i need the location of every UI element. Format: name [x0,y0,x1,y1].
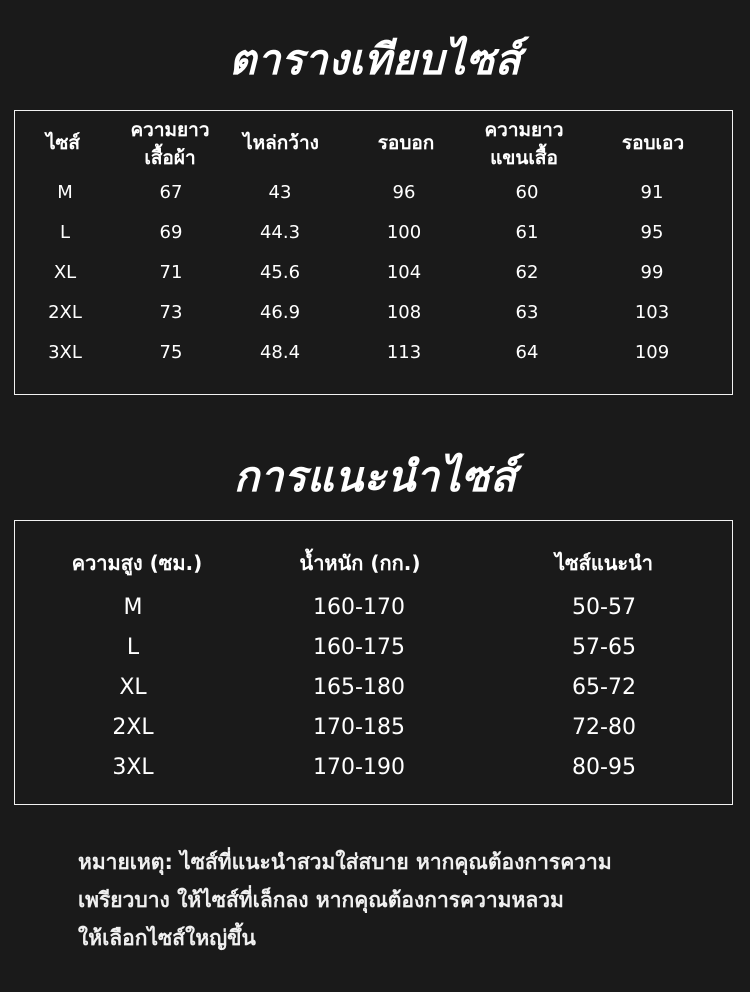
cell-sleeve-length: 61 [515,222,539,243]
cell-shoulder-width: 44.3 [259,222,301,243]
cell-sleeve-length: 63 [515,302,539,323]
note-line: หมายเหตุ: ไซส์ที่แนะนำสวมใส่สบาย หากคุณต้องการความ [78,850,612,874]
cell-size: 3XL [112,755,154,780]
cell-size: M [123,595,143,620]
cell-sleeve-length: 64 [515,342,539,363]
cell-chest: 108 [386,302,422,323]
cell-shoulder-width: 45.6 [259,262,301,283]
cell-garment-length: 73 [159,302,183,323]
cell-chest: 100 [386,222,422,243]
cell-garment-length: 75 [159,342,183,363]
cell-size: XL [119,675,147,700]
header-sleeve-length: ความยาว แขนเสื้อ [484,119,564,169]
note-line: เพรียวบาง ให้ไซส์ที่เล็กลง หากคุณต้องการความหลวม [78,888,564,912]
note-line: ให้เลือกไซส์ใหญ่ขึ้น [78,926,256,950]
recommendation-title: การแนะนำไซส์ [233,452,517,501]
cell-height-range: 160-175 [313,635,405,660]
cell-waist: 109 [634,342,670,363]
cell-weight-range: 80-95 [572,755,636,780]
cell-size: 3XL [48,342,82,363]
cell-chest: 104 [386,262,422,283]
note-text [78,843,718,957]
recommendation-table [14,520,733,805]
cell-shoulder-width: 48.4 [259,342,301,363]
header-waist: รอบเอว [621,132,685,154]
cell-size: L [126,635,140,660]
cell-garment-length: 71 [159,262,183,283]
size-chart-table [14,110,733,395]
cell-shoulder-width: 46.9 [259,302,301,323]
cell-height-range: 170-185 [313,715,405,740]
cell-weight-range: 50-57 [572,595,636,620]
cell-sleeve-length: 62 [515,262,539,283]
cell-size: XL [53,262,77,283]
cell-height-range: 170-190 [313,755,405,780]
header-weight: น้ำหนัก (กก.) [299,551,421,575]
cell-garment-length: 69 [159,222,183,243]
cell-waist: 95 [640,222,664,243]
header-shoulder-width: ไหล่กว้าง [243,132,319,154]
cell-shoulder-width: 43 [268,182,292,203]
cell-size: M [57,182,73,203]
cell-height-range: 160-170 [313,595,405,620]
cell-size: 2XL [112,715,154,740]
cell-size: L [59,222,71,243]
cell-weight-range: 57-65 [572,635,636,660]
cell-weight-range: 72-80 [572,715,636,740]
header-height: ความสูง (ซม.) [71,551,203,575]
cell-waist: 103 [634,302,670,323]
cell-sleeve-length: 60 [515,182,539,203]
cell-chest: 96 [392,182,416,203]
cell-chest: 113 [386,342,422,363]
cell-size: 2XL [48,302,82,323]
cell-height-range: 165-180 [313,675,405,700]
cell-garment-length: 67 [159,182,183,203]
cell-waist: 99 [640,262,664,283]
header-garment-length: ความยาว เสื้อผ้า [130,119,210,169]
header-recommended-size: ไซส์แนะนำ [554,551,654,575]
header-chest: รอบอก [377,132,435,154]
cell-weight-range: 65-72 [572,675,636,700]
size-chart-title: ตารางเทียบไซส์ [228,35,522,84]
header-size: ไซส์ [45,132,81,154]
cell-waist: 91 [640,182,664,203]
